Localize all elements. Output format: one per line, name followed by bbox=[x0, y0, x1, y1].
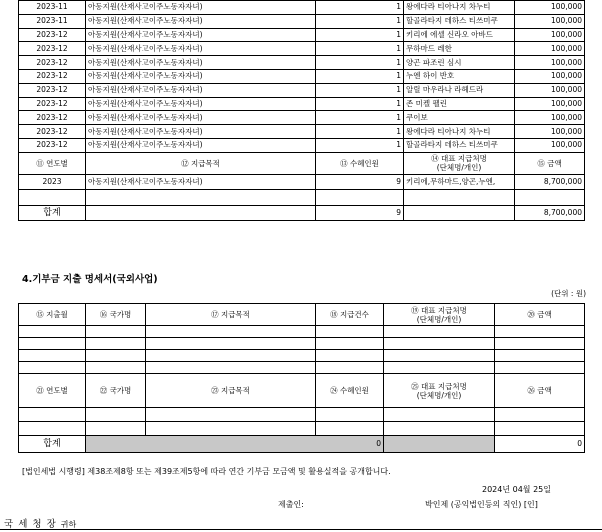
expense-count: 1 bbox=[316, 97, 404, 111]
expense-purpose: 아동지원(산재사고이주노동자자녀) bbox=[86, 97, 316, 111]
expense-count: 1 bbox=[316, 111, 404, 125]
expense-date: 2023-11 bbox=[19, 1, 86, 15]
expense-count: 1 bbox=[316, 69, 404, 83]
expense-purpose: 아동지원(산재사고이주노동자자녀) bbox=[86, 14, 316, 28]
annual-year: 2023 bbox=[19, 174, 86, 189]
header-representative-line1: ⑲ 대표 지급처명 bbox=[411, 305, 467, 315]
expense-detail-body bbox=[19, 1, 585, 153]
expense-date: 2023-12 bbox=[19, 28, 86, 42]
expense-purpose: 아동지원(산재사고이주노동자자녀) bbox=[86, 111, 316, 125]
annual-recipient: 키리에,무하마드,양곤,누엔, bbox=[404, 174, 515, 189]
header-beneficiaries: ㉔ 수혜인원 bbox=[316, 374, 384, 408]
overseas-blank-row bbox=[19, 326, 585, 338]
header-representative bbox=[384, 304, 495, 326]
expense-purpose: 아동지원(산재사고이주노동자자녀) bbox=[86, 138, 316, 152]
expense-amount: 100,000 bbox=[515, 83, 585, 97]
overseas-expense-table bbox=[18, 303, 585, 453]
expense-count: 1 bbox=[316, 56, 404, 70]
expense-purpose: 아동지원(산재사고이주노동자자녀) bbox=[86, 69, 316, 83]
expense-recipient: 누엔 하이 반호 bbox=[404, 69, 515, 83]
overseas-header-monthly bbox=[19, 304, 585, 326]
expense-amount: 100,000 bbox=[515, 138, 585, 152]
expense-row bbox=[19, 42, 585, 56]
expense-purpose: 아동지원(산재사고이주노동자자녀) bbox=[86, 28, 316, 42]
annual-total-label: 합계 bbox=[19, 205, 86, 220]
expense-row bbox=[19, 111, 585, 125]
expense-date: 2023-12 bbox=[19, 125, 86, 139]
expense-recipient: 할골라타지 데하스 티쓰미쿠 bbox=[404, 14, 515, 28]
overseas-total-row bbox=[19, 436, 585, 453]
expense-date: 2023-12 bbox=[19, 111, 86, 125]
expense-amount: 100,000 bbox=[515, 1, 585, 15]
expense-row bbox=[19, 56, 585, 70]
expense-recipient: 알릴 마우라나 라헤드라 bbox=[404, 83, 515, 97]
expense-row bbox=[19, 69, 585, 83]
expense-recipient: 존 미켈 펠린 bbox=[404, 97, 515, 111]
annual-summary-header bbox=[19, 152, 585, 174]
expense-count: 1 bbox=[316, 14, 404, 28]
annual-purpose: 아동지원(산재사고이주노동자자녀) bbox=[86, 174, 316, 189]
expense-count: 1 bbox=[316, 1, 404, 15]
header-amount: ⑮ 금액 bbox=[515, 152, 585, 174]
header-year: ㉑ 연도별 bbox=[19, 374, 86, 408]
expense-count: 1 bbox=[316, 28, 404, 42]
section-title: 4.기부금 지출 명세서(국외사업) bbox=[22, 274, 158, 285]
submitter-name: 박인제 (공익법인등의 직인) [인] bbox=[425, 500, 538, 509]
overseas-total-beneficiaries: 0 bbox=[376, 439, 381, 448]
expense-recipient: 할골라타지 데하스 티쓰미쿠 bbox=[404, 138, 515, 152]
header-representative-line1: ㉕ 대표 지급처명 bbox=[411, 381, 467, 391]
annual-total-row bbox=[19, 205, 585, 220]
annual-summary-row bbox=[19, 174, 585, 189]
header-purpose: ㉓ 지급목적 bbox=[146, 374, 316, 408]
overseas-blank-row bbox=[19, 338, 585, 350]
expense-recipient: 키리에 에셀 신라오 아바드 bbox=[404, 28, 515, 42]
addressee-suffix: 귀하 bbox=[60, 520, 77, 529]
submission-date: 2024년 04월 25일 bbox=[482, 485, 551, 494]
expense-count: 1 bbox=[316, 138, 404, 152]
expense-amount: 100,000 bbox=[515, 125, 585, 139]
header-amount: ㉖ 금액 bbox=[495, 374, 585, 408]
header-country: ㉒ 국가명 bbox=[86, 374, 146, 408]
header-country: ⑯ 국가명 bbox=[86, 304, 146, 326]
expense-purpose: 아동지원(산재사고이주노동자자녀) bbox=[86, 83, 316, 97]
overseas-blank-row bbox=[19, 422, 585, 436]
header-representative-line2: (단체명/개인) bbox=[416, 314, 462, 324]
expense-recipient: 왕에다라 티아나지 차누티 bbox=[404, 1, 515, 15]
expense-recipient: 무하마드 레한 bbox=[404, 42, 515, 56]
expense-date: 2023-12 bbox=[19, 138, 86, 152]
unit-label: (단위 : 원) bbox=[551, 289, 586, 298]
expense-date: 2023-12 bbox=[19, 97, 86, 111]
expense-row bbox=[19, 14, 585, 28]
overseas-blank-row bbox=[19, 408, 585, 422]
overseas-total-rep-greyed bbox=[384, 436, 495, 453]
header-purpose: ⑫ 지급목적 bbox=[86, 152, 316, 174]
expense-detail-table bbox=[18, 0, 585, 221]
expense-amount: 100,000 bbox=[515, 56, 585, 70]
expense-date: 2023-12 bbox=[19, 83, 86, 97]
expense-amount: 100,000 bbox=[515, 28, 585, 42]
expense-amount: 100,000 bbox=[515, 111, 585, 125]
header-count: ⑱ 지급건수 bbox=[316, 304, 384, 326]
expense-purpose: 아동지원(산재사고이주노동자자녀) bbox=[86, 125, 316, 139]
header-representative-line1: ⑭ 대표 지급처명 bbox=[431, 154, 487, 164]
header-purpose: ⑰ 지급목적 bbox=[146, 304, 316, 326]
header-beneficiaries: ⑬ 수혜인원 bbox=[316, 152, 404, 174]
overseas-header-annual bbox=[19, 374, 585, 408]
expense-row bbox=[19, 28, 585, 42]
expense-recipient: 쿠이보 bbox=[404, 111, 515, 125]
bottom-rule bbox=[0, 529, 602, 530]
header-month: ⑮ 지출월 bbox=[19, 304, 86, 326]
expense-amount: 100,000 bbox=[515, 42, 585, 56]
expense-row bbox=[19, 138, 585, 152]
header-representative bbox=[384, 374, 495, 408]
expense-date: 2023-12 bbox=[19, 42, 86, 56]
expense-purpose: 아동지원(산재사고이주노동자자녀) bbox=[86, 56, 316, 70]
overseas-total-greyed bbox=[86, 436, 384, 453]
expense-count: 1 bbox=[316, 125, 404, 139]
expense-count: 1 bbox=[316, 83, 404, 97]
overseas-total-amount: 0 bbox=[495, 436, 585, 453]
expense-count: 1 bbox=[316, 42, 404, 56]
overseas-total-label: 합계 bbox=[19, 436, 86, 453]
legal-note: [법인세법 시행령] 제38조제8항 또는 제39조제5항에 따라 연간 기부금 모금액 및 활용실적을 공개합니다. bbox=[22, 467, 391, 476]
header-amount: ⑳ 금액 bbox=[495, 304, 585, 326]
addressee bbox=[4, 516, 76, 530]
header-representative-line2: (단체명/개인) bbox=[416, 390, 462, 400]
expense-purpose: 아동지원(산재사고이주노동자자녀) bbox=[86, 1, 316, 15]
expense-row bbox=[19, 1, 585, 15]
expense-row bbox=[19, 125, 585, 139]
expense-date: 2023-12 bbox=[19, 56, 86, 70]
annual-total-amount: 8,700,000 bbox=[515, 205, 585, 220]
expense-amount: 100,000 bbox=[515, 14, 585, 28]
expense-date: 2023-11 bbox=[19, 14, 86, 28]
expense-date: 2023-12 bbox=[19, 69, 86, 83]
expense-purpose: 아동지원(산재사고이주노동자자녀) bbox=[86, 42, 316, 56]
expense-recipient: 왕에다라 티아나지 차누티 bbox=[404, 125, 515, 139]
header-representative-line2: (단체명/개인) bbox=[436, 163, 482, 173]
overseas-blank-row bbox=[19, 350, 585, 362]
annual-total-beneficiaries: 9 bbox=[316, 205, 404, 220]
overseas-blank-row bbox=[19, 362, 585, 374]
submitter-label: 제출인: bbox=[278, 500, 304, 509]
annual-blank-row bbox=[19, 189, 585, 205]
addressee-name: 국 세 청 장 bbox=[4, 519, 57, 530]
header-year: ⑪ 연도별 bbox=[19, 152, 86, 174]
expense-row bbox=[19, 97, 585, 111]
annual-beneficiaries: 9 bbox=[316, 174, 404, 189]
annual-expense-section bbox=[18, 0, 584, 221]
expense-amount: 100,000 bbox=[515, 69, 585, 83]
annual-amount: 8,700,000 bbox=[515, 174, 585, 189]
expense-row bbox=[19, 83, 585, 97]
header-representative bbox=[404, 152, 515, 174]
expense-amount: 100,000 bbox=[515, 97, 585, 111]
expense-recipient: 양곤 파조린 심시 bbox=[404, 56, 515, 70]
overseas-expense-section bbox=[18, 303, 585, 453]
